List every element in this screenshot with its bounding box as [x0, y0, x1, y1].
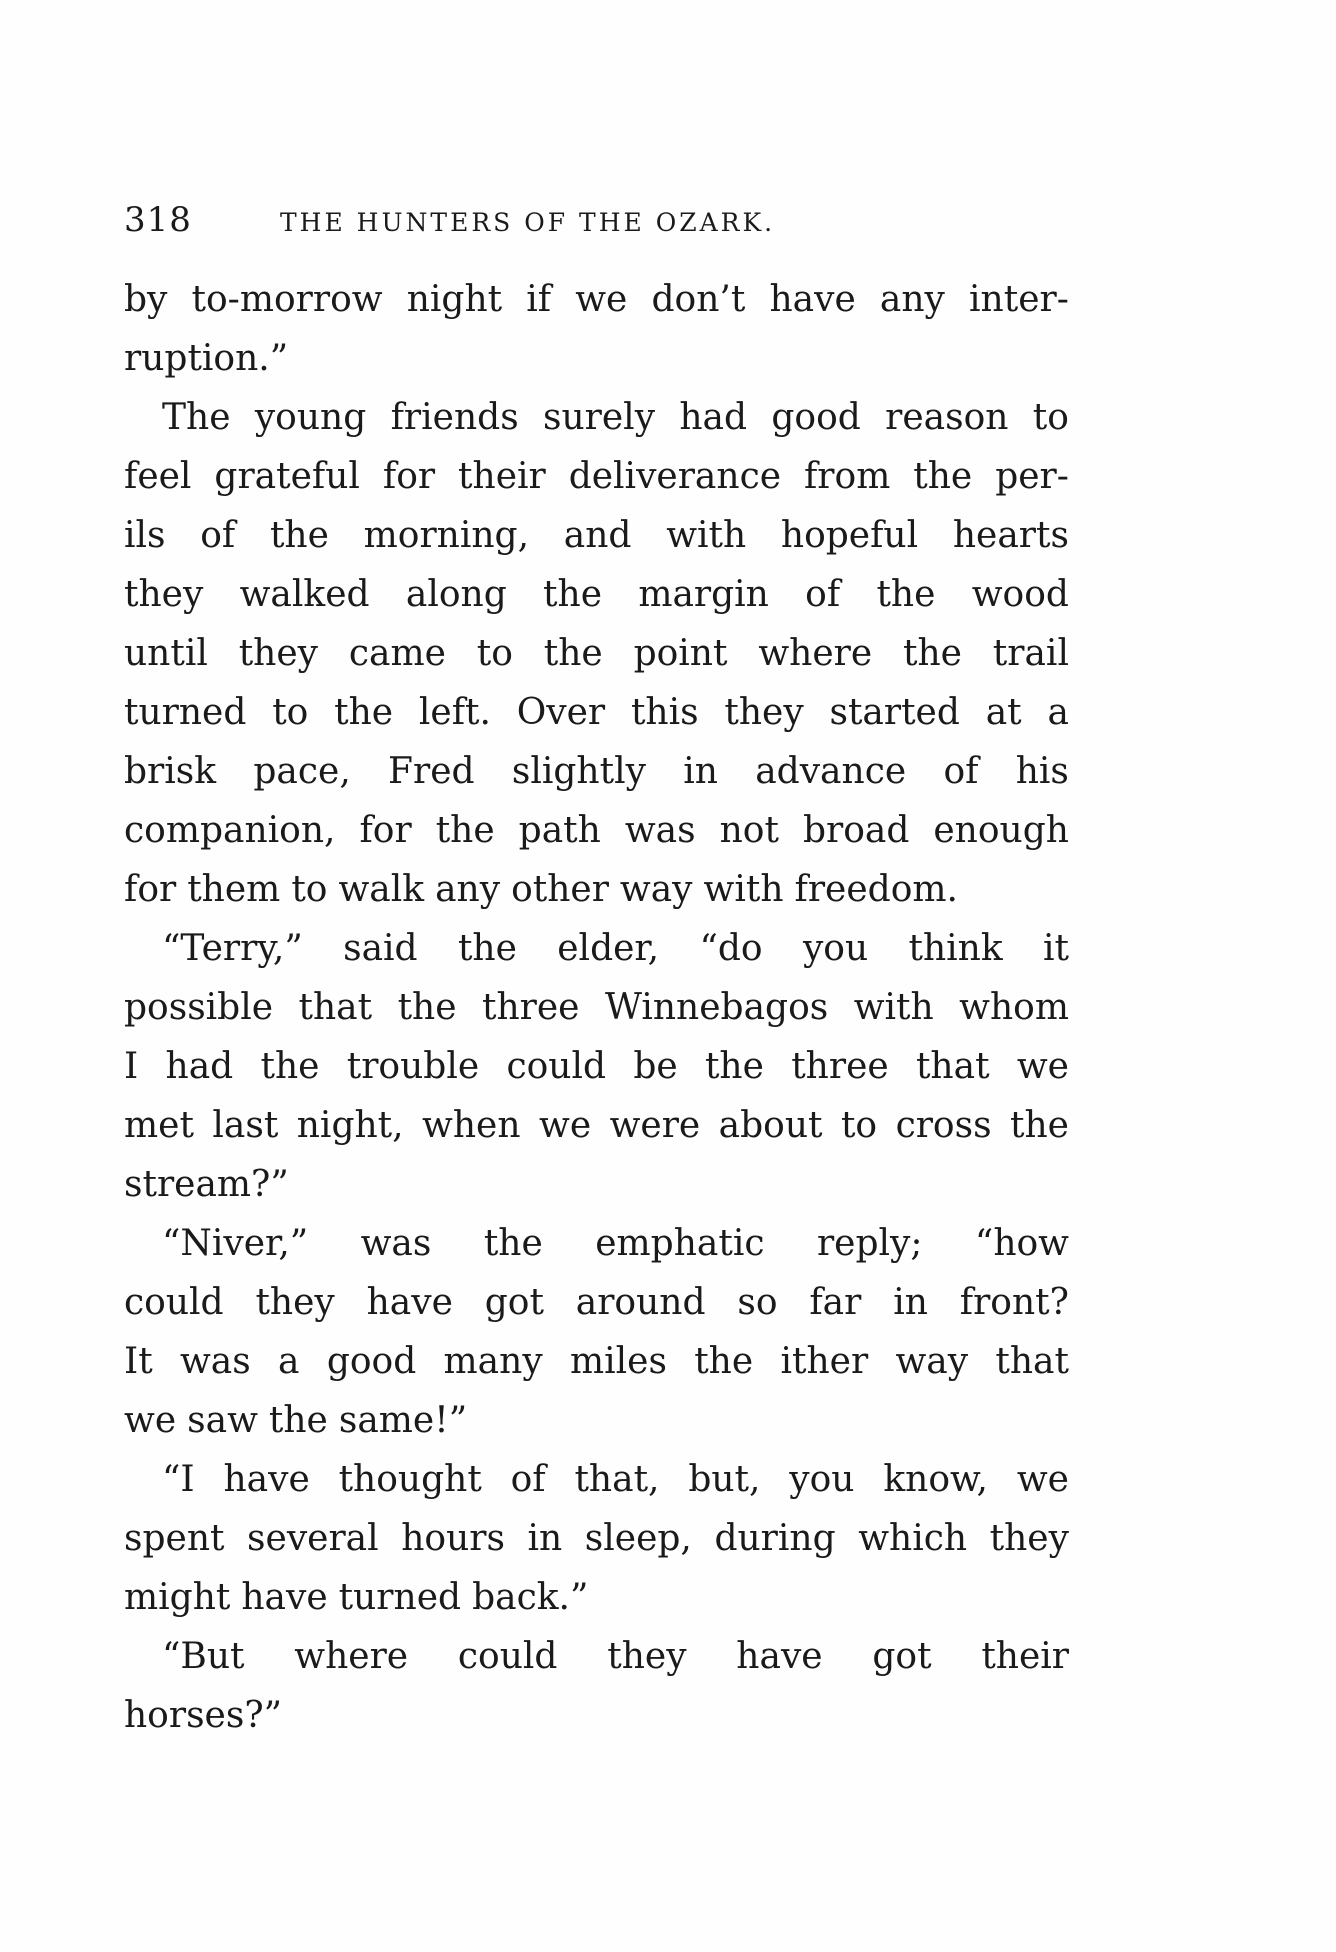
word: if — [526, 279, 552, 320]
word: morning, — [363, 515, 530, 556]
word: inter- — [969, 279, 1069, 320]
word: ils — [124, 515, 166, 556]
word: pace, — [253, 751, 351, 792]
text-line — [124, 801, 1069, 860]
word: a — [278, 1341, 300, 1382]
word: started — [829, 692, 960, 733]
word: around — [575, 1282, 706, 1323]
word: elder, — [557, 928, 660, 969]
word: this — [630, 692, 699, 733]
text-line — [124, 1509, 1069, 1568]
word: walk — [338, 869, 425, 910]
word: horses?” — [124, 1695, 283, 1736]
word: ruption.” — [124, 338, 289, 379]
word: not — [719, 810, 779, 851]
word: sleep, — [584, 1518, 692, 1559]
text-line — [124, 1332, 1069, 1391]
word: to — [272, 692, 309, 733]
word: to — [840, 1105, 878, 1146]
text-line — [124, 388, 1069, 447]
text-line — [124, 624, 1069, 683]
word: you — [789, 1459, 855, 1500]
word: friends — [390, 397, 519, 438]
word: we — [575, 279, 628, 320]
word: said — [343, 928, 418, 969]
word: met — [124, 1105, 194, 1146]
text-line — [124, 1096, 1069, 1155]
word: good — [326, 1341, 417, 1382]
word: which — [858, 1518, 968, 1559]
word: for — [124, 869, 177, 910]
word: they — [238, 633, 319, 674]
word: they — [255, 1282, 335, 1323]
word: “Niver,” — [162, 1223, 309, 1264]
word: turned — [124, 692, 247, 733]
word: for — [359, 810, 412, 851]
word: that — [995, 1341, 1069, 1382]
body-text — [124, 270, 1069, 1745]
word: they — [607, 1636, 687, 1677]
running-title: THE HUNTERS OF THE OZARK. — [280, 208, 776, 237]
word: we — [1016, 1046, 1069, 1087]
text-line — [124, 1037, 1069, 1096]
word: advance — [755, 751, 907, 792]
word: possible — [124, 987, 274, 1028]
word: I — [124, 1046, 139, 1087]
word: for — [382, 456, 436, 497]
word: Over — [516, 692, 606, 733]
text-line — [124, 919, 1069, 978]
word: young — [254, 397, 367, 438]
word: path — [518, 810, 601, 851]
word: in — [683, 751, 718, 792]
word: left. — [418, 692, 491, 733]
word: miles — [569, 1341, 667, 1382]
word: we — [1016, 1459, 1069, 1500]
word: the — [543, 574, 603, 615]
word: it — [1043, 928, 1069, 969]
word: three — [791, 1046, 889, 1087]
word: saw — [187, 1400, 258, 1441]
word: other — [511, 869, 609, 910]
word: many — [443, 1341, 543, 1382]
word: they — [124, 574, 204, 615]
word: “do — [699, 928, 763, 969]
word: trail — [992, 633, 1069, 674]
word: companion, — [124, 810, 336, 851]
word: of — [943, 751, 979, 792]
word: reply; — [816, 1223, 923, 1264]
word: we — [539, 1105, 592, 1146]
word: three — [482, 987, 580, 1028]
word: of — [805, 574, 841, 615]
word: where — [294, 1636, 409, 1677]
word: the — [435, 810, 495, 851]
word: far — [809, 1282, 862, 1323]
word: so — [737, 1282, 778, 1323]
word: at — [985, 692, 1022, 733]
word: feel — [124, 456, 192, 497]
word: had — [165, 1046, 234, 1087]
running-head — [124, 200, 1076, 250]
word: of — [510, 1459, 546, 1500]
word: the — [913, 456, 973, 497]
word: the — [876, 574, 936, 615]
word: front? — [959, 1282, 1069, 1323]
word: the — [268, 1400, 328, 1441]
word: until — [124, 633, 208, 674]
word: enough — [933, 810, 1069, 851]
word: the — [704, 1046, 764, 1087]
word: don’t — [651, 279, 746, 320]
word: his — [1015, 751, 1069, 792]
word: walked — [239, 574, 370, 615]
word: have — [736, 1636, 823, 1677]
word: in — [893, 1282, 928, 1323]
word: when — [422, 1105, 521, 1146]
word: and — [563, 515, 632, 556]
word: you — [802, 928, 869, 969]
word: a — [1047, 692, 1069, 733]
text-line — [124, 1155, 1069, 1214]
word: them — [187, 869, 281, 910]
word: could — [457, 1636, 558, 1677]
word: know, — [883, 1459, 988, 1500]
text-line — [124, 1273, 1069, 1332]
word: with — [666, 515, 747, 556]
word: Winnebagos — [604, 987, 829, 1028]
word: they — [989, 1518, 1069, 1559]
word: the — [397, 987, 457, 1028]
word: were — [609, 1105, 701, 1146]
word: about — [718, 1105, 823, 1146]
word: brisk — [124, 751, 217, 792]
word: to — [476, 633, 513, 674]
word: the — [334, 692, 394, 733]
word: good — [771, 397, 861, 438]
text-line — [124, 1214, 1069, 1273]
word: any — [879, 279, 945, 320]
word: think — [908, 928, 1003, 969]
word: The — [162, 397, 231, 438]
word: their — [458, 456, 546, 497]
word: we — [124, 1400, 177, 1441]
text-line — [124, 860, 1069, 919]
word: to-morrow — [191, 279, 383, 320]
word: hopeful — [780, 515, 919, 556]
text-line — [124, 506, 1069, 565]
word: night — [406, 279, 503, 320]
word: by — [124, 279, 168, 320]
word: ither — [780, 1341, 869, 1382]
word: Fred — [388, 751, 475, 792]
text-line — [124, 1450, 1069, 1509]
page-number: 318 — [124, 200, 192, 240]
word: in — [527, 1518, 563, 1559]
text-line — [124, 1568, 1069, 1627]
word: was — [360, 1223, 432, 1264]
word: the — [269, 515, 329, 556]
word: the — [260, 1046, 320, 1087]
word: the — [483, 1223, 543, 1264]
word: hours — [401, 1518, 505, 1559]
word: could — [506, 1046, 607, 1087]
word: It — [124, 1341, 153, 1382]
word: but, — [688, 1459, 761, 1500]
word: got — [872, 1636, 932, 1677]
word: the — [543, 633, 603, 674]
word: was — [179, 1341, 251, 1382]
word: “But — [162, 1636, 245, 1677]
word: “how — [974, 1223, 1069, 1264]
word: from — [803, 456, 891, 497]
word: deliverance — [568, 456, 782, 497]
word: of — [200, 515, 236, 556]
word: could — [124, 1282, 224, 1323]
word: the — [902, 633, 962, 674]
word: way — [895, 1341, 969, 1382]
word: with — [703, 869, 784, 910]
word: their — [981, 1636, 1069, 1677]
text-line — [124, 978, 1069, 1037]
word: emphatic — [595, 1223, 765, 1264]
word: that, — [574, 1459, 660, 1500]
word: have — [769, 279, 856, 320]
text-line — [124, 329, 1069, 388]
word: point — [633, 633, 728, 674]
word: hearts — [952, 515, 1069, 556]
word: to — [1032, 397, 1069, 438]
word: way — [619, 869, 693, 910]
word: turned — [338, 1577, 462, 1618]
word: came — [348, 633, 446, 674]
word: the — [1010, 1105, 1069, 1146]
word: during — [714, 1518, 836, 1559]
word: got — [484, 1282, 544, 1323]
word: they — [724, 692, 804, 733]
word: any — [435, 869, 501, 910]
word: same!” — [338, 1400, 468, 1441]
word: that — [298, 987, 373, 1028]
text-line — [124, 1391, 1069, 1450]
word: grateful — [214, 456, 360, 497]
word: along — [405, 574, 507, 615]
word: spent — [124, 1518, 225, 1559]
word: “I — [162, 1459, 195, 1500]
word: the — [694, 1341, 754, 1382]
text-line — [124, 565, 1069, 624]
text-line — [124, 447, 1069, 506]
word: margin — [638, 574, 769, 615]
word: freedom. — [794, 869, 958, 910]
word: whom — [959, 987, 1069, 1028]
word: where — [758, 633, 873, 674]
word: with — [853, 987, 934, 1028]
word: cross — [895, 1105, 992, 1146]
word: be — [633, 1046, 678, 1087]
word: have — [223, 1459, 310, 1500]
word: “Terry,” — [162, 928, 303, 969]
word: night, — [296, 1105, 404, 1146]
word: per- — [995, 456, 1069, 497]
word: broad — [802, 810, 910, 851]
word: was — [624, 810, 696, 851]
word: trouble — [346, 1046, 480, 1087]
word: had — [679, 397, 748, 438]
word: last — [212, 1105, 279, 1146]
word: might — [124, 1577, 231, 1618]
text-line — [124, 683, 1069, 742]
text-line — [124, 1627, 1069, 1686]
word: the — [457, 928, 517, 969]
text-line — [124, 742, 1069, 801]
word: to — [291, 869, 328, 910]
text-line — [124, 1686, 1069, 1745]
text-line — [124, 270, 1069, 329]
word: wood — [971, 574, 1069, 615]
word: have — [241, 1577, 328, 1618]
word: have — [366, 1282, 453, 1323]
word: reason — [885, 397, 1009, 438]
word: stream?” — [124, 1164, 289, 1205]
word: surely — [543, 397, 656, 438]
word: slightly — [511, 751, 646, 792]
word: several — [247, 1518, 379, 1559]
word: back.” — [472, 1577, 589, 1618]
word: thought — [338, 1459, 482, 1500]
word: that — [915, 1046, 990, 1087]
